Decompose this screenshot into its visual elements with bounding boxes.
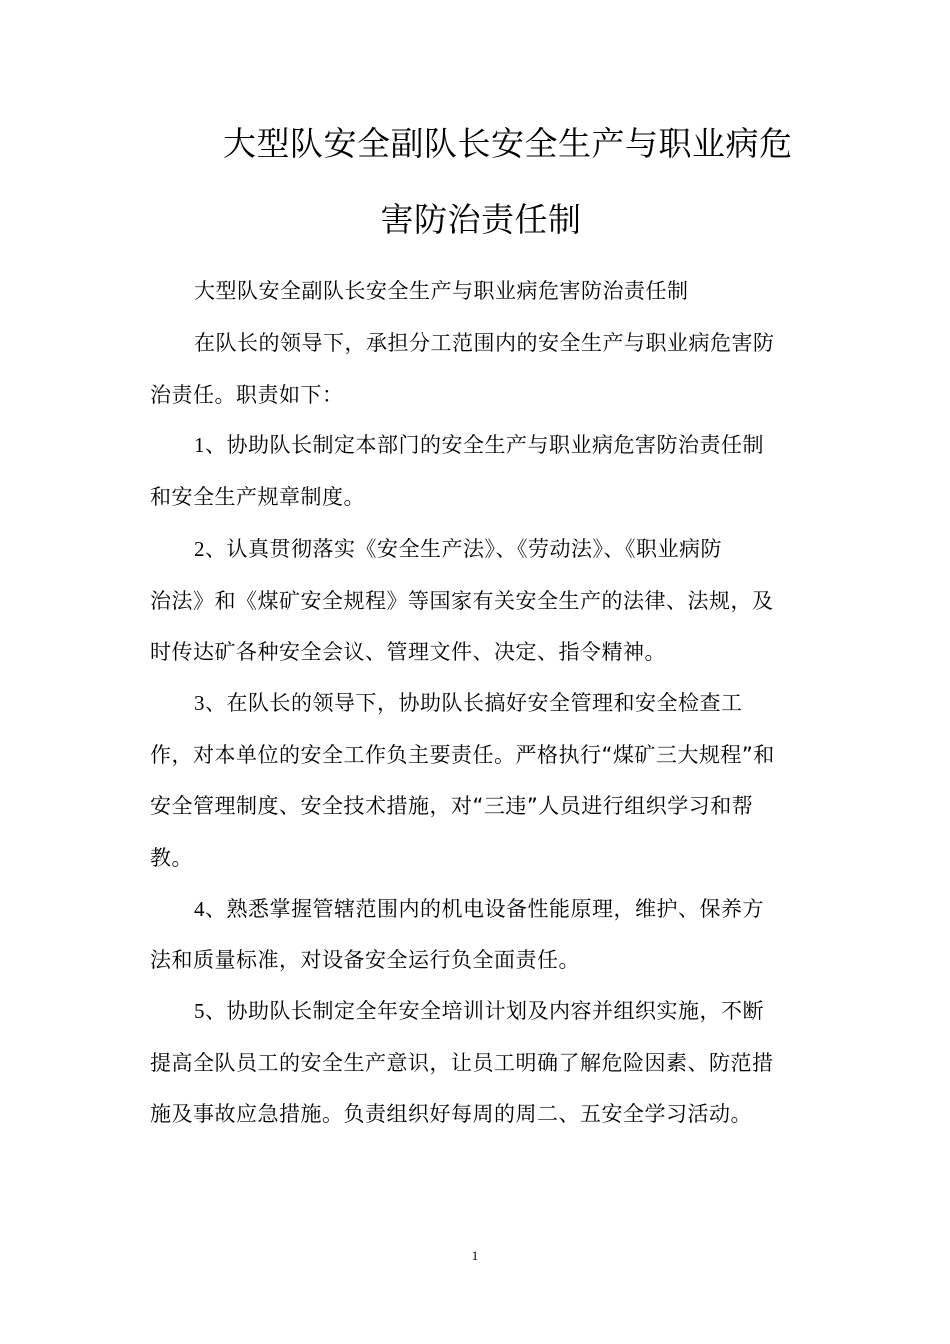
item-3-line-2: 作，对本单位的安全工作负主要责任。严格执行“煤矿三大规程”和 — [150, 743, 775, 767]
item-4-number: 4 — [194, 897, 205, 921]
item-4-line-2: 法和质量标准，对设备安全运行负全面责任。 — [150, 948, 580, 972]
item-1-line-2: 和安全生产规章制度。 — [150, 485, 365, 509]
item-2-text: 、认真贯彻落实《安全生产法》、《劳动法》、《职业病防 — [205, 537, 722, 561]
item-4-text: 、熟悉掌握管辖范围内的机电设备性能原理，维护、保养方 — [205, 897, 764, 921]
item-5-line-3: 施及事故应急措施。负责组织好每周的周二、五安全学习活动。 — [150, 1102, 752, 1126]
item-5-line-2: 提高全队员工的安全生产意识，让员工明确了解危险因素、防范措 — [150, 1051, 774, 1075]
item-3-line-1 — [194, 688, 854, 718]
subtitle-line: 大型队安全副队长安全生产与职业病危害防治责任制 — [194, 279, 689, 303]
item-2-line-2: 治法》和《煤矿安全规程》等国家有关安全生产的法律、法规，及 — [150, 589, 774, 613]
document-title-line-1: 大型队安全副队长安全生产与职业病危 — [223, 124, 793, 163]
item-2-number: 2 — [194, 537, 205, 561]
paragraph-intro-line-1: 在队长的领导下，承担分工范围内的安全生产与职业病危害防 — [194, 331, 775, 355]
item-3-line-3: 安全管理制度、安全技术措施，对“三违”人员进行组织学习和帮 — [150, 794, 754, 818]
document-title-line-2: 害防治责任制 — [380, 200, 582, 239]
item-1-line-1 — [194, 430, 854, 460]
item-4-line-1 — [194, 894, 854, 924]
item-3-number: 3 — [194, 691, 205, 715]
item-3-line-4: 教。 — [150, 846, 193, 870]
item-2-line-1 — [194, 534, 854, 564]
item-3-text: 、在队长的领导下，协助队长搞好安全管理和安全检查工 — [205, 691, 743, 715]
item-5-number: 5 — [194, 999, 205, 1023]
item-1-text: 、协助队长制定本部门的安全生产与职业病危害防治责任制 — [205, 433, 764, 457]
item-5-line-1 — [194, 996, 854, 1026]
paragraph-intro-line-2: 治责任。职责如下： — [150, 383, 344, 407]
item-5-text: 、协助队长制定全年安全培训计划及内容并组织实施，不断 — [205, 999, 764, 1023]
item-2-line-3: 时传达矿各种安全会议、管理文件、决定、指令精神。 — [150, 640, 666, 664]
page-number: 1 — [471, 1248, 479, 1263]
item-1-number: 1 — [194, 433, 205, 457]
